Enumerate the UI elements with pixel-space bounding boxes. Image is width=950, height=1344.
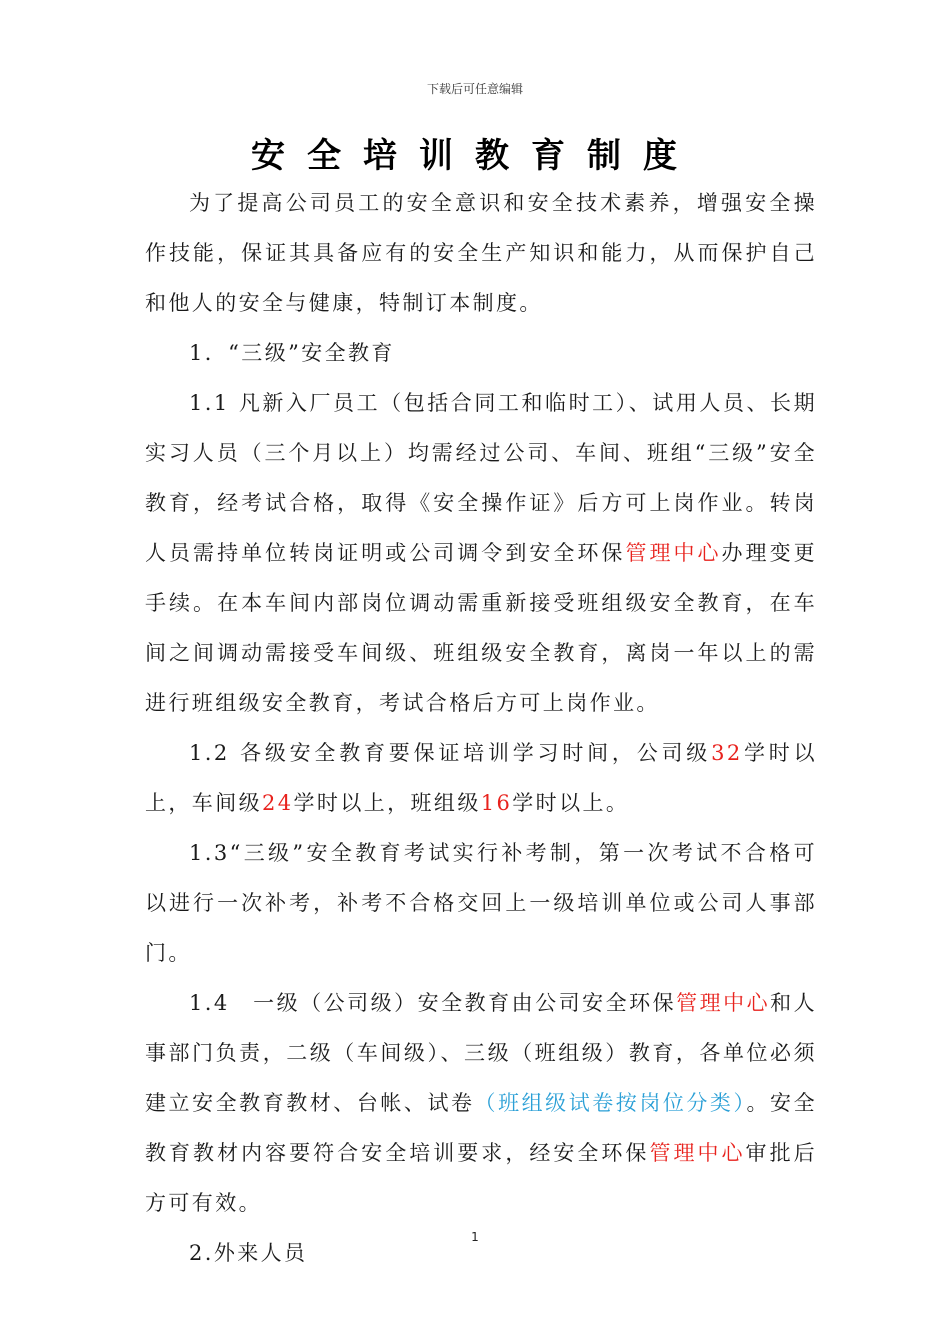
page-title: 安全培训教育制度 <box>251 136 699 176</box>
section-2-heading: 2.外来人员 <box>189 1241 308 1265</box>
paragraph-1-3: 1.3“三级”安全教育考试实行补考制，第一次考试不合格可以进行一次补考，补考不合格交回上一级培训单位或公司人事部门。 <box>145 841 817 965</box>
paragraph-1-4-text-a: 1.4 一级（公司级）安全教育由公司安全环保 <box>189 991 677 1015</box>
paragraph-1-1 <box>145 378 817 728</box>
paragraph-1-2-text-a: 1.2 各级安全教育要保证培训学习时间，公司级 <box>189 741 712 765</box>
paragraph-1-4-text-g: 审批后方可有效。 <box>145 1141 817 1215</box>
highlight-company-hours: 32 <box>711 741 743 765</box>
paragraph-1-2-text-e: 学时以上，班组级 <box>293 791 481 815</box>
paragraph-1-4 <box>145 978 817 1228</box>
highlight-workshop-hours: 24 <box>262 791 294 815</box>
highlight-management-center: 管理中心 <box>649 1141 746 1165</box>
paragraph-1-4-text-c: 和人事部门负责，二级（车间级）、三级（班组级）教育，各单位必须建立安全教育教材、台帐、试卷 <box>145 991 817 1115</box>
paragraph-1-1-text-a: 1.1 凡新入厂员工（包括合同工和临时工）、试用人员、长期实习人员（三个月以上）均需经过公司、车间、班组“三级”安全教育，经考试合格，取得《安全操作证》后方可上岗作业。转岗人员需持单位转岗证明或公司调令到安全环保 <box>145 391 817 565</box>
highlight-management-center: 管理中心 <box>625 541 722 565</box>
paragraph-1-2-text-g: 学时以上。 <box>512 791 630 815</box>
intro-paragraph: 为了提高公司员工的安全意识和安全技术素养，增强安全操作技能，保证其具备应有的安全生产知识和能力，从而保护自己和他人的安全与健康，特制订本制度。 <box>145 191 817 315</box>
paragraph-1-2-text-c: 学时以上，车间级 <box>145 741 817 815</box>
highlight-management-center: 管理中心 <box>676 991 771 1015</box>
highlight-exam-classification: （班组级试卷按岗位分类） <box>474 1091 747 1115</box>
header-note: 下载后可任意编辑 <box>426 82 523 96</box>
paragraph-1-1-text-c: 办理变更手续。在本车间内部岗位调动需重新接受班组级安全教育，在车间之间调动需接受车间级、班组级安全教育，离岗一年以上的需进行班组级安全教育，考试合格后方可上岗作业。 <box>145 541 817 715</box>
paragraph-1-4-text-e: 。安全教育教材内容要符合安全培训要求，经安全环保 <box>145 1091 817 1165</box>
section-1-heading: 1．“三级”安全教育 <box>189 341 395 365</box>
document-body <box>145 178 817 1278</box>
page-number: 1 <box>471 1230 479 1244</box>
highlight-team-hours: 16 <box>480 791 513 815</box>
paragraph-1-2 <box>145 728 817 828</box>
